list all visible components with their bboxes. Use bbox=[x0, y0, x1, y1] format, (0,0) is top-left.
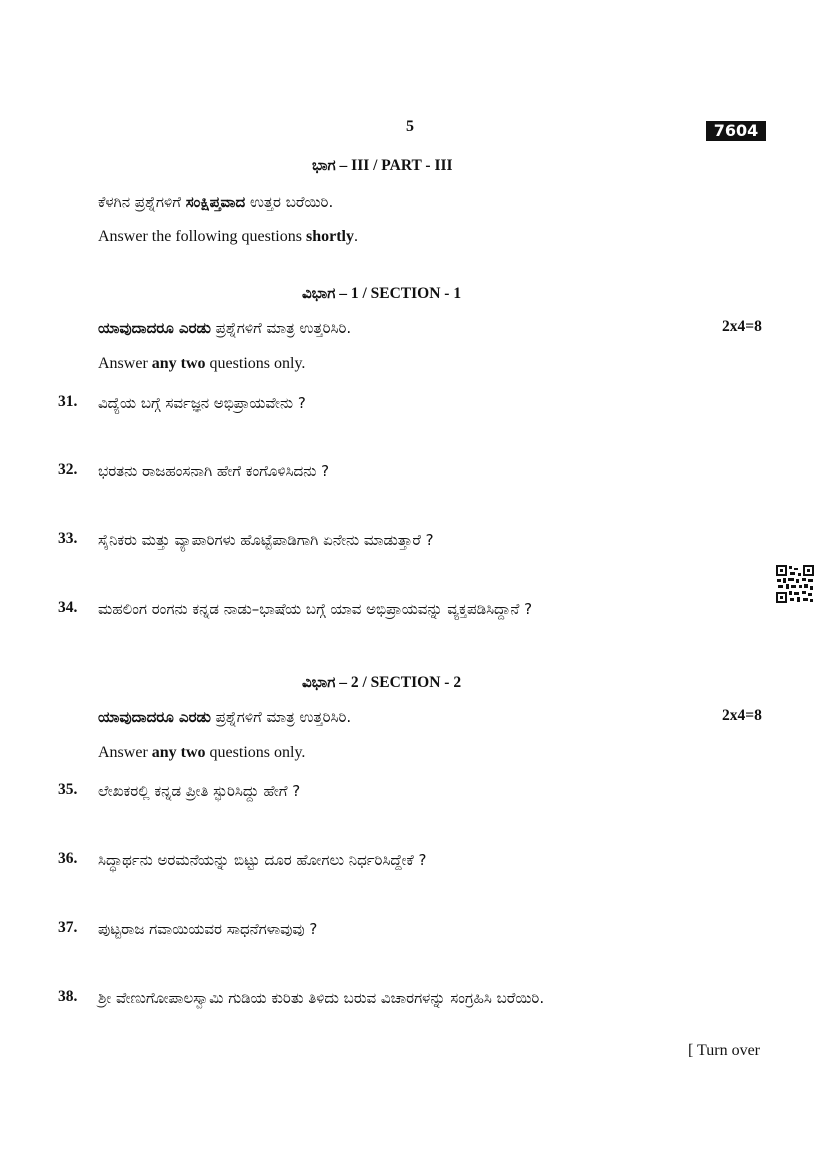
part-heading bbox=[312, 155, 453, 175]
turn-over-note: [ Turn over bbox=[688, 1042, 761, 1059]
question-31-number: 31. bbox=[58, 393, 78, 410]
section-2-marks: 2x4=8 bbox=[722, 707, 762, 724]
question-36-text: ಸಿದ್ಧಾರ್ಥನು ಅರಮನೆಯನ್ನು ಬಿಟ್ಟು ದೂರ ಹೋಗಲು ನಿರ್ಧರಿಸಿದ್ದೇಕೆ ? bbox=[98, 851, 427, 869]
section-2-instruction-en-post: questions only. bbox=[205, 744, 306, 761]
part-instruction-kn-post: ಉತ್ತರ ಬರೆಯಿರಿ. bbox=[245, 193, 334, 211]
part-instruction-en-post: . bbox=[353, 228, 358, 245]
part-instruction-kn bbox=[98, 193, 333, 211]
section-2-heading-en: – 2 / SECTION - 2 bbox=[335, 674, 462, 691]
section-2-instruction-kn bbox=[98, 708, 351, 726]
question-34-text: ಮಹಲಿಂಗ ರಂಗನು ಕನ್ನಡ ನಾಡು–ಭಾಷೆಯ ಬಗ್ಗೆ ಯಾವ ಅಭಿಪ್ರಾಯವನ್ನು ವ್ಯಕ್ತಪಡಿಸಿದ್ದಾನೆ ? bbox=[98, 600, 533, 618]
part-instruction-kn-pre: ಕೆಳಗಿನ ಪ್ರಶ್ನೆಗಳಿಗೆ bbox=[98, 193, 186, 211]
question-33-number: 33. bbox=[58, 530, 78, 547]
question-37-text: ಪುಟ್ಟರಾಜ ಗವಾಯಿಯವರ ಸಾಧನೆಗಳಾವುವು ? bbox=[98, 920, 318, 938]
section-1-instruction-kn-bold: ಯಾವುದಾದರೂ ಎರಡು bbox=[98, 319, 211, 337]
question-34-number: 34. bbox=[58, 599, 78, 616]
question-35-number: 35. bbox=[58, 781, 78, 798]
part-instruction-en-pre: Answer the following questions bbox=[98, 228, 306, 245]
section-1-marks: 2x4=8 bbox=[722, 318, 762, 335]
paper-code-badge: 7604 bbox=[706, 121, 766, 141]
question-38-number: 38. bbox=[58, 988, 78, 1005]
page-number: 5 bbox=[406, 118, 414, 135]
section-2-heading-kn: ವಿಭಾಗ bbox=[302, 673, 336, 691]
section-2-heading bbox=[302, 672, 461, 692]
section-1-instruction-en bbox=[98, 355, 305, 373]
question-35-text: ಲೇಖಕರಲ್ಲಿ ಕನ್ನಡ ಪ್ರೀತಿ ಸ್ಫುರಿಸಿದ್ದು ಹೇಗೆ ? bbox=[98, 782, 301, 800]
section-2-instruction-en-pre: Answer bbox=[98, 744, 152, 761]
question-32-text: ಭರತನು ರಾಜಹಂಸನಾಗಿ ಹೇಗೆ ಕಂಗೊಳಿಸಿದನು ? bbox=[98, 462, 330, 480]
section-1-instruction-kn-post: ಪ್ರಶ್ನೆಗಳಿಗೆ ಮಾತ್ರ ಉತ್ತರಿಸಿರಿ. bbox=[210, 319, 352, 337]
part-heading-en: – III / PART - III bbox=[335, 157, 453, 174]
part-instruction-en-bold: shortly bbox=[305, 228, 354, 245]
section-1-instruction-en-post: questions only. bbox=[205, 355, 306, 372]
qr-code bbox=[776, 565, 814, 603]
section-1-heading-en: – 1 / SECTION - 1 bbox=[335, 285, 462, 302]
section-1-heading-kn: ವಿಭಾಗ bbox=[302, 284, 336, 302]
question-36-number: 36. bbox=[58, 850, 78, 867]
section-1-instruction-kn bbox=[98, 319, 351, 337]
part-instruction-kn-bold: ಸಂಕ್ಷಿಪ್ತವಾದ bbox=[185, 193, 246, 211]
part-heading-kn: ಭಾಗ bbox=[312, 156, 336, 174]
question-38-text: ಶ್ರೀ ವೇಣುಗೋಪಾಲಸ್ವಾಮಿ ಗುಡಿಯ ಕುರಿತು ತಿಳಿದು ಬರುವ ವಿಚಾರಗಳನ್ನು ಸಂಗ್ರಹಿಸಿ ಬರೆಯಿರಿ. bbox=[98, 989, 545, 1007]
question-32-number: 32. bbox=[58, 461, 78, 478]
question-37-number: 37. bbox=[58, 919, 78, 936]
section-2-instruction-en bbox=[98, 744, 305, 762]
section-1-instruction-en-pre: Answer bbox=[98, 355, 152, 372]
section-1-instruction-en-bold: any two bbox=[151, 355, 206, 372]
section-1-heading bbox=[302, 283, 461, 303]
part-instruction-en bbox=[98, 228, 358, 246]
section-2-instruction-kn-post: ಪ್ರಶ್ನೆಗಳಿಗೆ ಮಾತ್ರ ಉತ್ತರಿಸಿರಿ. bbox=[210, 708, 352, 726]
question-31-text: ವಿದ್ಯೆಯ ಬಗ್ಗೆ ಸರ್ವಜ್ಞನ ಅಭಿಪ್ರಾಯವೇನು ? bbox=[98, 394, 306, 412]
section-2-instruction-en-bold: any two bbox=[151, 744, 206, 761]
section-2-instruction-kn-bold: ಯಾವುದಾದರೂ ಎರಡು bbox=[98, 708, 211, 726]
question-33-text: ಸೈನಿಕರು ಮತ್ತು ವ್ಯಾಪಾರಿಗಳು ಹೊಟ್ಟೆಪಾಡಿಗಾಗಿ ಏನೇನು ಮಾಡುತ್ತಾರೆ ? bbox=[98, 531, 434, 549]
